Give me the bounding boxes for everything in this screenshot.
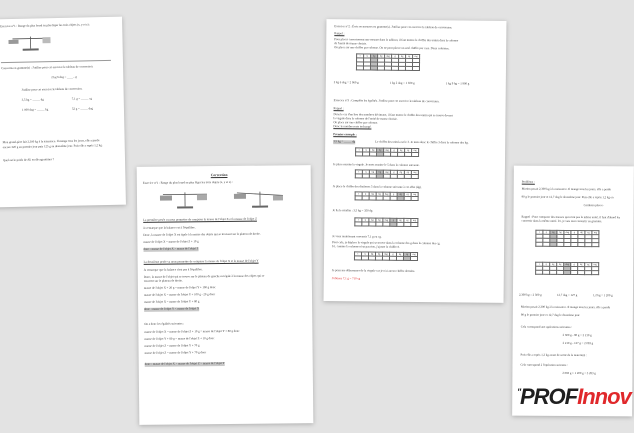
line-1: Je remarque que la balance est à l'équilibre.	[143, 225, 196, 230]
conversion-table-3: t q kg hg dag g dg cg mg	[355, 169, 419, 179]
problem-result-2: 12,7 dag = 127 g	[556, 292, 578, 298]
conversion-table-4: t q kg hg dag g dg cg mg	[355, 191, 419, 201]
rappel-text-2: de l'unité de masse choisie.	[334, 41, 367, 46]
line-9: masse de l'objet X + 20 g = masse de l'objet Y + 100 g donc	[143, 285, 216, 290]
profinnov-logo: " PROFInnov	[517, 384, 631, 409]
exercise-1-heading: Exercice n°1 : Range du plus lourd au plus léger les trois objets (x, y et z) :	[142, 179, 233, 185]
place-virgule: Je place ensuite la virgule. Je mets ensuite le 5 dans la colonne suivante.	[332, 162, 420, 168]
result-first: Je lis le résultat : 3,5 hg = 350 dg	[332, 208, 373, 213]
conversion-table-5: t q kg hg dag g dg cg mg	[354, 217, 418, 227]
rappel-text-3: On place sur une chiffre par colonne. On ne peut placer un seul chiffre par case. Deux colonnes.	[334, 45, 450, 51]
exercise-3-text: Dans le cas d'un lieu des nombres décimaux, il faut mettre le chiffre des unités qui se trouve devant	[333, 112, 453, 118]
worksheet-page-4	[512, 166, 634, 417]
conversion-note: J'utilise pour cet exercice le tableau de conversion.	[21, 86, 83, 92]
line-4: donc : masse de l'objet X > masse de l'objet Z	[143, 246, 199, 251]
second-text: Pour cela, je déplace la virgule qui se trouve dans la colonne des g dans la colonne des cg.	[332, 240, 441, 246]
operation-3: 2 083 g + 1 200 g = 3 283 g	[562, 370, 596, 376]
exercise-3-text-2: la virgule dans la colonne de l'unité de masse choisie.	[333, 116, 398, 121]
exercise-3-text-3: On place sur une chiffre par colonne.	[333, 120, 378, 125]
line-10: masse de l'objet X = masse de l'objet Y + 100 g - 20 g donc	[143, 292, 216, 297]
balance-illustration	[0, 32, 60, 53]
line-8: trouvent sur le plateau de droite.	[143, 278, 183, 283]
problem-line-2: 90 g le premier jour et 12,7 dag le deuxième jour. Puis elle a repris 1,2 kg en	[521, 194, 614, 200]
balance-illustrations	[155, 187, 295, 210]
worksheet-page-3	[324, 19, 507, 303]
exercise-3-rappel: Rappel :	[333, 106, 344, 111]
problem-text-2: encore 320 g au premier jour puis 125 g au deuxième jour. Puis elle a repris 1,2 kg.	[2, 143, 103, 150]
line-17: masse de l'objet Z = masse de l'objet Y + 70 g donc	[144, 350, 207, 355]
line-3: masse de l'objet X = masse de l'objet Z + 10 g	[143, 239, 199, 244]
problem-rappel-2: convertir dans la même unité. Ici, je vais tout convertir en gramme.	[521, 218, 603, 224]
problem-table-2: t q kg hg dag g dg cg mg	[535, 262, 599, 276]
exercise-3-text-4: Donc le nombre reste inchangé.	[333, 124, 372, 129]
rappel-label: Rappel :	[334, 31, 345, 36]
problem-line-3: Combien pèse-t-	[583, 203, 604, 208]
line-13: On a donc les égalités suivantes :	[144, 321, 185, 326]
correction-heading: Correction	[210, 172, 228, 178]
divider	[1, 59, 111, 63]
example-note: Le chiffre des unités est le 3. Je mets donc le chiffre 3 dans la colonne des hg.	[375, 139, 469, 145]
line-18: donc : masse de l'objet X > masse de l'objet Z > masse de l'objet Y	[144, 361, 225, 366]
line-14: masse de l'objet X = masse de l'objet Z + 10 g = masse de l'objet Y + 80 g donc	[144, 328, 240, 334]
calc-line-4: Puis elle a repris 1,2 kg avant de sortir de la maternité :	[520, 352, 587, 358]
calc-line-1: Marion pesait 2,300 kg à la naissance. Il mange tous les jours, elle a perdu	[520, 304, 611, 310]
conversion-table-1: t q kg hg dag g dg cg mg	[356, 53, 420, 71]
exercise-2-heading: Exercice n°2 : Écris en mesures en gramme(s). J'utilise pour cet exercice le tableau de conversion.	[334, 24, 453, 30]
problem-result-1: 2,300 kg = 2 300 g	[518, 292, 542, 297]
equality-line: 2 kg 6 dag = _____ g	[51, 74, 77, 80]
result-3: 1 kg 9 hg = 1 900 g	[445, 81, 470, 86]
conversion-instruction: Convertis en gramme(s) : J'utilise pour cet exercice le tableau de conversion.	[1, 64, 94, 71]
logo-innov: Innov	[577, 384, 631, 409]
problem-result-3: 1,2 kg = 1 200 g	[592, 293, 613, 298]
operation-2: 2 210 g - 127 g = 2 083 g	[562, 340, 594, 346]
example-equation: 3,5 hg = _____ dg	[333, 139, 356, 144]
first-example-label: Premier exemple :	[333, 132, 357, 137]
problem-question: Quel est le poids de Ali en décagrammes ?	[2, 157, 55, 163]
problem-rappel: Rappel : Pour comparer des masses qui n'ont pas la même unité, il faut d'abord les	[521, 214, 621, 220]
conversion-table-2: t q kg hg dag g dg cg mg	[355, 147, 419, 157]
exercise-1-heading: Exercice n°1 : Range du plus lourd au plus léger les trois objets (x, y et z) :	[0, 22, 91, 29]
worksheet-page-2	[137, 165, 314, 425]
result-2: 1 kg 2 dag = 1 020 g	[389, 80, 415, 85]
second-text-3: Je peux me débarrasser de la virgule car je n'ai aucun chiffre derrière.	[331, 268, 416, 274]
conversion-item-d: 52 g = _____ dag	[71, 106, 94, 111]
conversion-item-a: 3,5 hg = _____ dg	[21, 97, 44, 102]
line-2: Donc, la masse de l'objet X est égale à la masse des objets qui se trouvent sur le plateau de droite.	[143, 231, 261, 237]
problem-table-1: t q kg hg dag g dg cg mg	[535, 230, 599, 248]
worksheet-page-1	[0, 17, 126, 208]
line-6: Je remarque que la balance n'est pas à l'équilibre.	[143, 267, 203, 272]
rappel-text: Pour placer correctement une mesure dans le tableau, il faut mettre le chiffre des unités dans la colonne	[334, 37, 459, 43]
line-12: donc : masse de l'objet Y < masse de l'objet X	[144, 306, 200, 311]
line-16: masse de l'objet Z = masse de l'objet Y + 70 g	[144, 343, 200, 348]
place-chiffre: Je place le chiffre des dixièmes 5 dans la colonne suivante à cet effet (dg).	[332, 184, 422, 190]
second-example: Je veux maintenant convertir 7,1 g en cg.	[332, 234, 382, 239]
line-0: La première pesée va nous permettre de comparer la masse de l'objet X et la masse de l'objet Z	[143, 216, 257, 222]
problem-text: Mon grand-père fait 2,300 kg à la naissance. Il mange tous les jours, elle a perdu	[2, 138, 100, 145]
line-15: masse de l'objet Y + 80 g = masse de l'objet Z + 10 g donc	[144, 336, 215, 341]
problem-heading: Problème :	[521, 179, 535, 184]
conversion-item-b: 7,1 g = _____ cg	[71, 96, 93, 101]
calc-line-2: 90 g le premier jour et 12,7 dag le deuxième jour.	[520, 312, 581, 318]
conversion-item-c: 1 000 dag = _____ kg	[21, 107, 49, 112]
logo-prof: PROF	[520, 384, 578, 409]
line-5: La deuxième pesée va nous permettre de comparer la masse de l'objet X et la masse de l'objet Y	[143, 258, 259, 264]
line-7: Donc, la masse de l'objet qui se trouve sur le plateau de gauche est égale à la masse des objets qui se	[143, 273, 265, 279]
line-11: masse de l'objet X = masse de l'objet Y + 80 g	[144, 299, 200, 304]
second-text-2: Ici, comme la colonne n'est pas rien, j'ajoute le chiffre 0.	[332, 244, 400, 249]
result-1: 2 kg 6 dag = 2 060 g	[333, 80, 359, 85]
exercise-3-heading: Exercice n°3 : Complète les égalités. J'utilise pour cet exercice le tableau de conversion.	[333, 98, 440, 104]
problem-line-1: Marion pesait 2,300 kg à la naissance. Il mange tous les jours, elle a perdu	[521, 186, 611, 192]
operation-1: 2 300 g - 90 g = 2 210 g	[562, 332, 592, 338]
result-second: J'obtiens 7,1 g = 710 cg	[331, 276, 361, 281]
calc-line-5: Cela correspond à l'opération suivante :	[520, 362, 568, 367]
conversion-table-6: t q kg hg dag g dg cg mg	[354, 251, 418, 261]
calc-line-3: Cela correspond aux opérations suivantes :	[520, 324, 573, 329]
